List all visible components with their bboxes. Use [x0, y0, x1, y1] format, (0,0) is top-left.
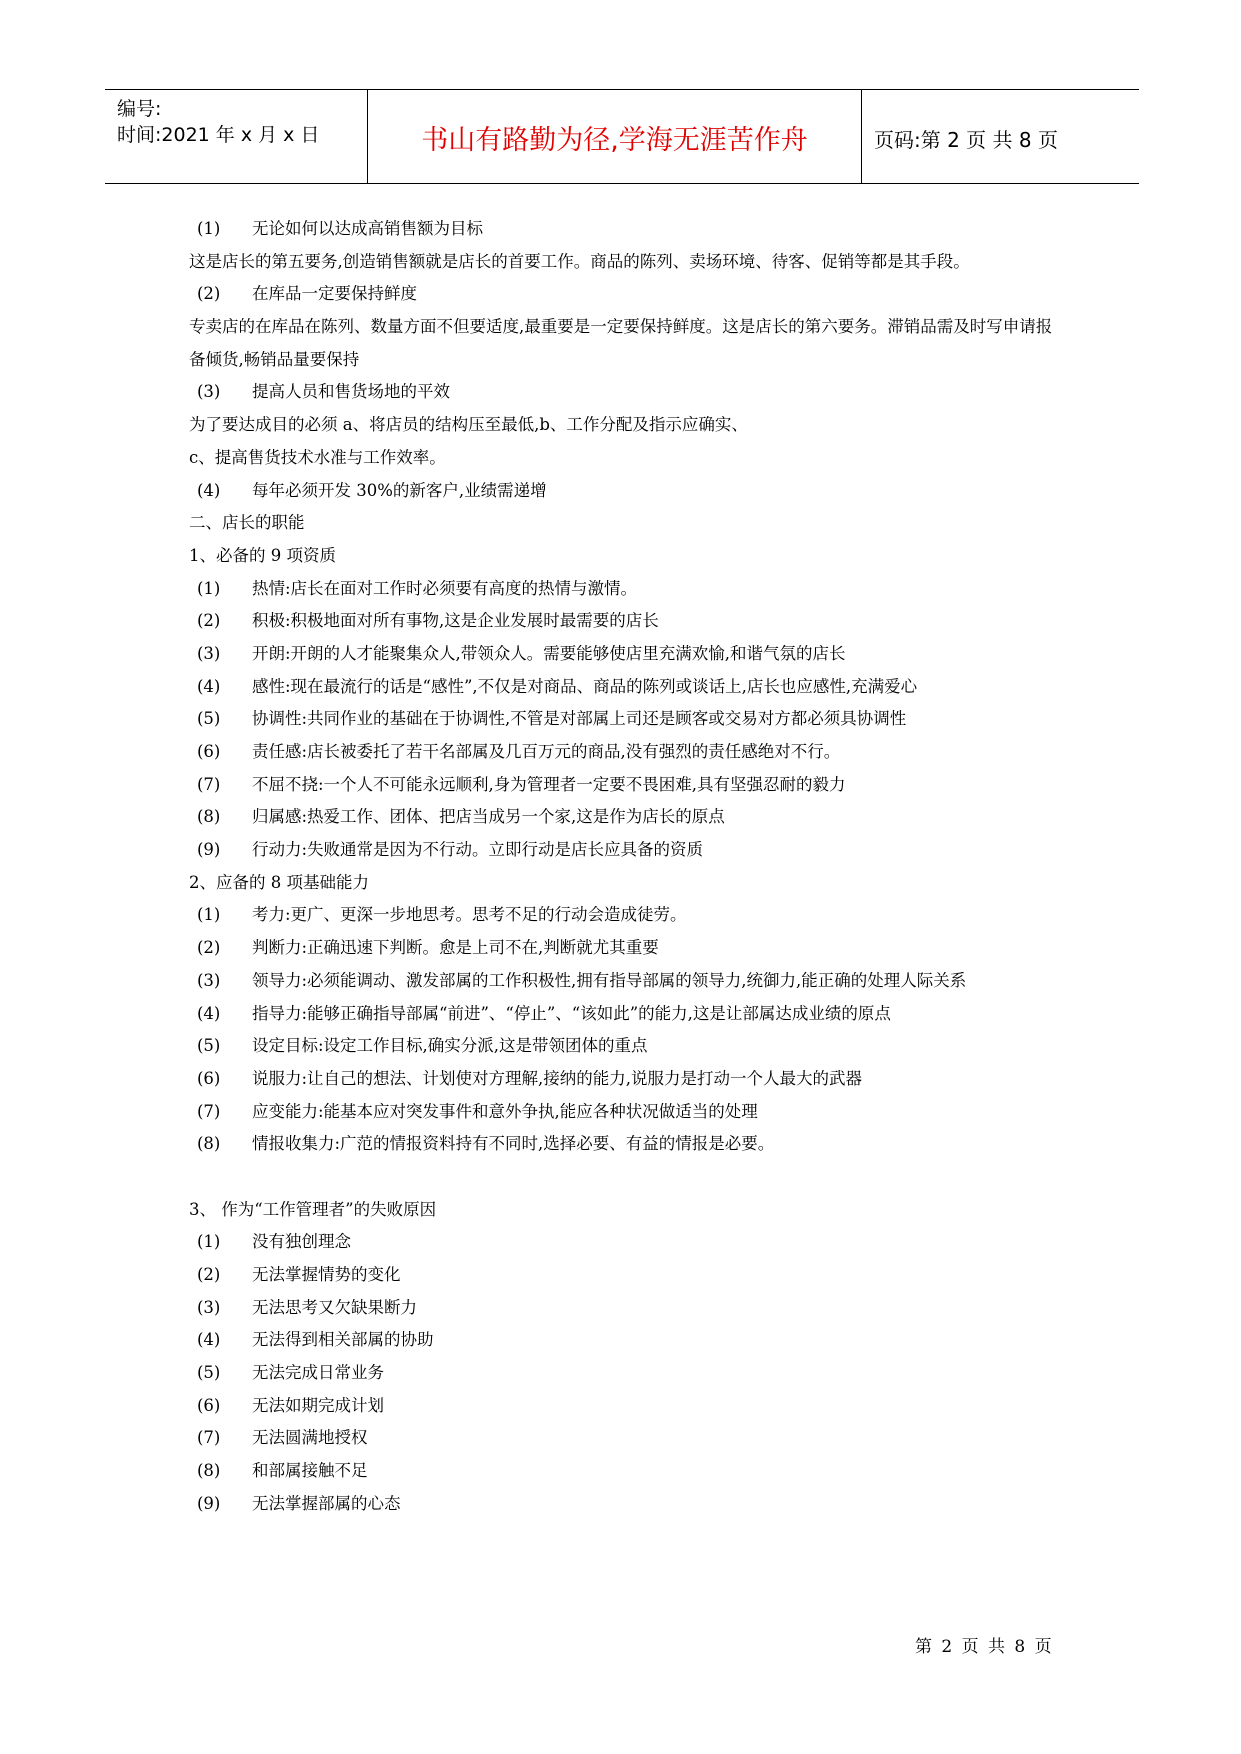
paragraph-line [189, 867, 1059, 900]
list-item [189, 1357, 1059, 1390]
item-number: (3) [197, 1297, 221, 1317]
list-item [189, 213, 1059, 246]
line-text: 1、必备的 9 项资质 [189, 545, 336, 565]
line-text: 领导力:必须能调动、激发部属的工作积极性,拥有指导部属的领导力,统御力,能正确的处理人际关系 [252, 970, 967, 990]
line-text: 二、店长的职能 [189, 513, 305, 533]
time-label: 时间:2021 年 x 月 x 日 [117, 124, 320, 146]
item-number: (2) [197, 1265, 221, 1285]
line-text: 2、应备的 8 项基础能力 [189, 872, 369, 892]
item-number: (5) [197, 1036, 221, 1056]
page-header [105, 89, 1139, 184]
header-motto: 书山有路勤为径,学海无涯苦作舟 [421, 125, 808, 156]
item-number: (3) [197, 643, 221, 663]
list-item [189, 703, 1059, 736]
item-number: (4) [197, 480, 221, 500]
line-text: 没有独创理念 [252, 1232, 351, 1252]
item-number: (3) [197, 382, 221, 402]
item-number: (4) [197, 1330, 221, 1350]
line-text: c、提高售货技术水准与工作效率。 [189, 447, 446, 467]
item-number: (7) [197, 774, 221, 794]
item-number: (5) [197, 709, 221, 729]
line-text: 无法思考又欠缺果断力 [252, 1297, 417, 1317]
line-text: 每年必须开发 30%的新客户,业绩需递增 [252, 480, 547, 500]
line-text: 感性:现在最流行的话是“感性”,不仅是对商品、商品的陈列或谈话上,店长也应感性,充满爱心 [252, 676, 918, 696]
line-text: 无法如期完成计划 [252, 1395, 384, 1415]
paragraph-line [189, 311, 1059, 376]
line-text: 无法圆满地授权 [252, 1428, 368, 1448]
line-text: 指导力:能够正确指导部属“前进”、“停止”、“该如此”的能力,这是让部属达成业绩的原点 [252, 1003, 891, 1023]
header-info-cell [105, 90, 368, 183]
list-item [189, 769, 1059, 802]
item-number: (8) [197, 1134, 221, 1154]
line-text: 积极:积极地面对所有事物,这是企业发展时最需要的店长 [252, 611, 659, 631]
header-page-number: 页码:第 2 页 共 8 页 [874, 128, 1058, 152]
list-item [189, 638, 1059, 671]
item-number: (1) [197, 578, 221, 598]
header-page-cell [862, 90, 1139, 183]
line-text: 为了要达成目的必须 a、将店员的结构压至最低,b、工作分配及指示应确实、 [189, 415, 748, 435]
line-text: 应变能力:能基本应对突发事件和意外争执,能应各种状况做适当的处理 [252, 1101, 758, 1121]
line-text: 无论如何以达成高销售额为目标 [252, 219, 483, 238]
list-item [189, 932, 1059, 965]
item-number: (8) [197, 1461, 221, 1481]
line-text: 责任感:店长被委托了若干名部属及几百万元的商品,没有强烈的责任感绝对不行。 [252, 742, 841, 762]
blank-line [189, 1161, 1059, 1194]
line-text: 归属感:热爱工作、团体、把店当成另一个家,这是作为店长的原点 [252, 807, 725, 827]
line-text: 不屈不挠:一个人不可能永远顺利,身为管理者一定要不畏困难,具有坚强忍耐的毅力 [252, 774, 846, 794]
item-number: (3) [197, 970, 221, 990]
serial-number-label: 编号: [117, 98, 162, 120]
list-item [189, 1324, 1059, 1357]
item-number: (2) [197, 938, 221, 958]
paragraph-line [189, 442, 1059, 475]
item-number: (9) [197, 1493, 221, 1513]
line-text: 情报收集力:广范的情报资料持有不同时,选择必要、有益的情报是必要。 [252, 1134, 775, 1154]
paragraph-line [189, 1194, 1059, 1227]
line-text: 协调性:共同作业的基础在于协调性,不管是对部属上司还是顾客或交易对方都必须具协调性 [252, 709, 907, 729]
list-item [189, 1259, 1059, 1292]
line-text: 3、 作为“工作管理者”的失败原因 [189, 1199, 437, 1219]
list-item [189, 573, 1059, 606]
line-text: 专卖店的在库品在陈列、数量方面不但要适度,最重要是一定要保持鲜度。这是店长的第六要务。滞销品需及时写申请报备倾货,畅销品量要保持 [189, 317, 1053, 369]
list-item [189, 998, 1059, 1031]
line-text: 无法得到相关部属的协助 [252, 1330, 434, 1350]
item-number: (2) [197, 611, 221, 631]
list-item [189, 1226, 1059, 1259]
item-number: (6) [197, 742, 221, 762]
list-item [189, 1096, 1059, 1129]
line-text: 无法掌握情势的变化 [252, 1265, 401, 1285]
line-text: 说服力:让自己的想法、计划使对方理解,接纳的能力,说服力是打动一个人最大的武器 [252, 1068, 863, 1088]
list-item [189, 1063, 1059, 1096]
list-item [189, 1455, 1059, 1488]
paragraph-line [189, 540, 1059, 573]
item-number: (4) [197, 1003, 221, 1023]
item-number: (2) [197, 284, 221, 304]
list-item [189, 475, 1059, 508]
page-footer: 第 2 页 共 8 页 [915, 1637, 1054, 1657]
line-text: 设定目标:设定工作目标,确实分派,这是带领团体的重点 [252, 1036, 648, 1056]
document-body [189, 213, 1059, 1521]
line-text: 判断力:正确迅速下判断。愈是上司不在,判断就尤其重要 [252, 938, 659, 958]
list-item [189, 1488, 1059, 1521]
line-text: 无法掌握部属的心态 [252, 1493, 401, 1513]
line-text: 这是店长的第五要务,创造销售额就是店长的首要工作。商品的陈列、卖场环境、待客、促销等都是其手段。 [189, 251, 970, 271]
item-number: (6) [197, 1068, 221, 1088]
item-number: (8) [197, 807, 221, 827]
list-item [189, 1292, 1059, 1325]
list-item [189, 376, 1059, 409]
list-item [189, 801, 1059, 834]
list-item [189, 671, 1059, 704]
list-item [189, 605, 1059, 638]
line-text: 和部属接触不足 [252, 1461, 368, 1481]
line-text: 行动力:失败通常是因为不行动。立即行动是店长应具备的资质 [252, 840, 704, 860]
line-text: 提高人员和售货场地的平效 [252, 382, 450, 402]
line-text: 在库品一定要保持鲜度 [252, 284, 417, 304]
list-item [189, 965, 1059, 998]
list-item [189, 1030, 1059, 1063]
list-item [189, 1390, 1059, 1423]
list-item [189, 1128, 1059, 1161]
item-number: (7) [197, 1101, 221, 1121]
item-number: (7) [197, 1428, 221, 1448]
item-number: (1) [197, 1232, 221, 1252]
list-item [189, 736, 1059, 769]
item-number: (1) [197, 905, 221, 925]
list-item [189, 834, 1059, 867]
paragraph-line [189, 246, 1059, 279]
header-motto-cell [368, 90, 862, 183]
line-text: 热情:店长在面对工作时必须要有高度的热情与激情。 [252, 578, 638, 598]
line-text: 开朗:开朗的人才能聚集众人,带领众人。需要能够使店里充满欢愉,和谐气氛的店长 [252, 643, 846, 663]
item-number: (9) [197, 840, 221, 860]
list-item [189, 278, 1059, 311]
list-item [189, 1422, 1059, 1455]
item-number: (6) [197, 1395, 221, 1415]
line-text: 无法完成日常业务 [252, 1363, 384, 1383]
paragraph-line [189, 507, 1059, 540]
item-number: (4) [197, 676, 221, 696]
item-number: (5) [197, 1363, 221, 1383]
list-item [189, 899, 1059, 932]
item-number: (1) [197, 219, 221, 238]
line-text: 考力:更广、更深一步地思考。思考不足的行动会造成徒劳。 [252, 905, 687, 925]
paragraph-line [189, 409, 1059, 442]
